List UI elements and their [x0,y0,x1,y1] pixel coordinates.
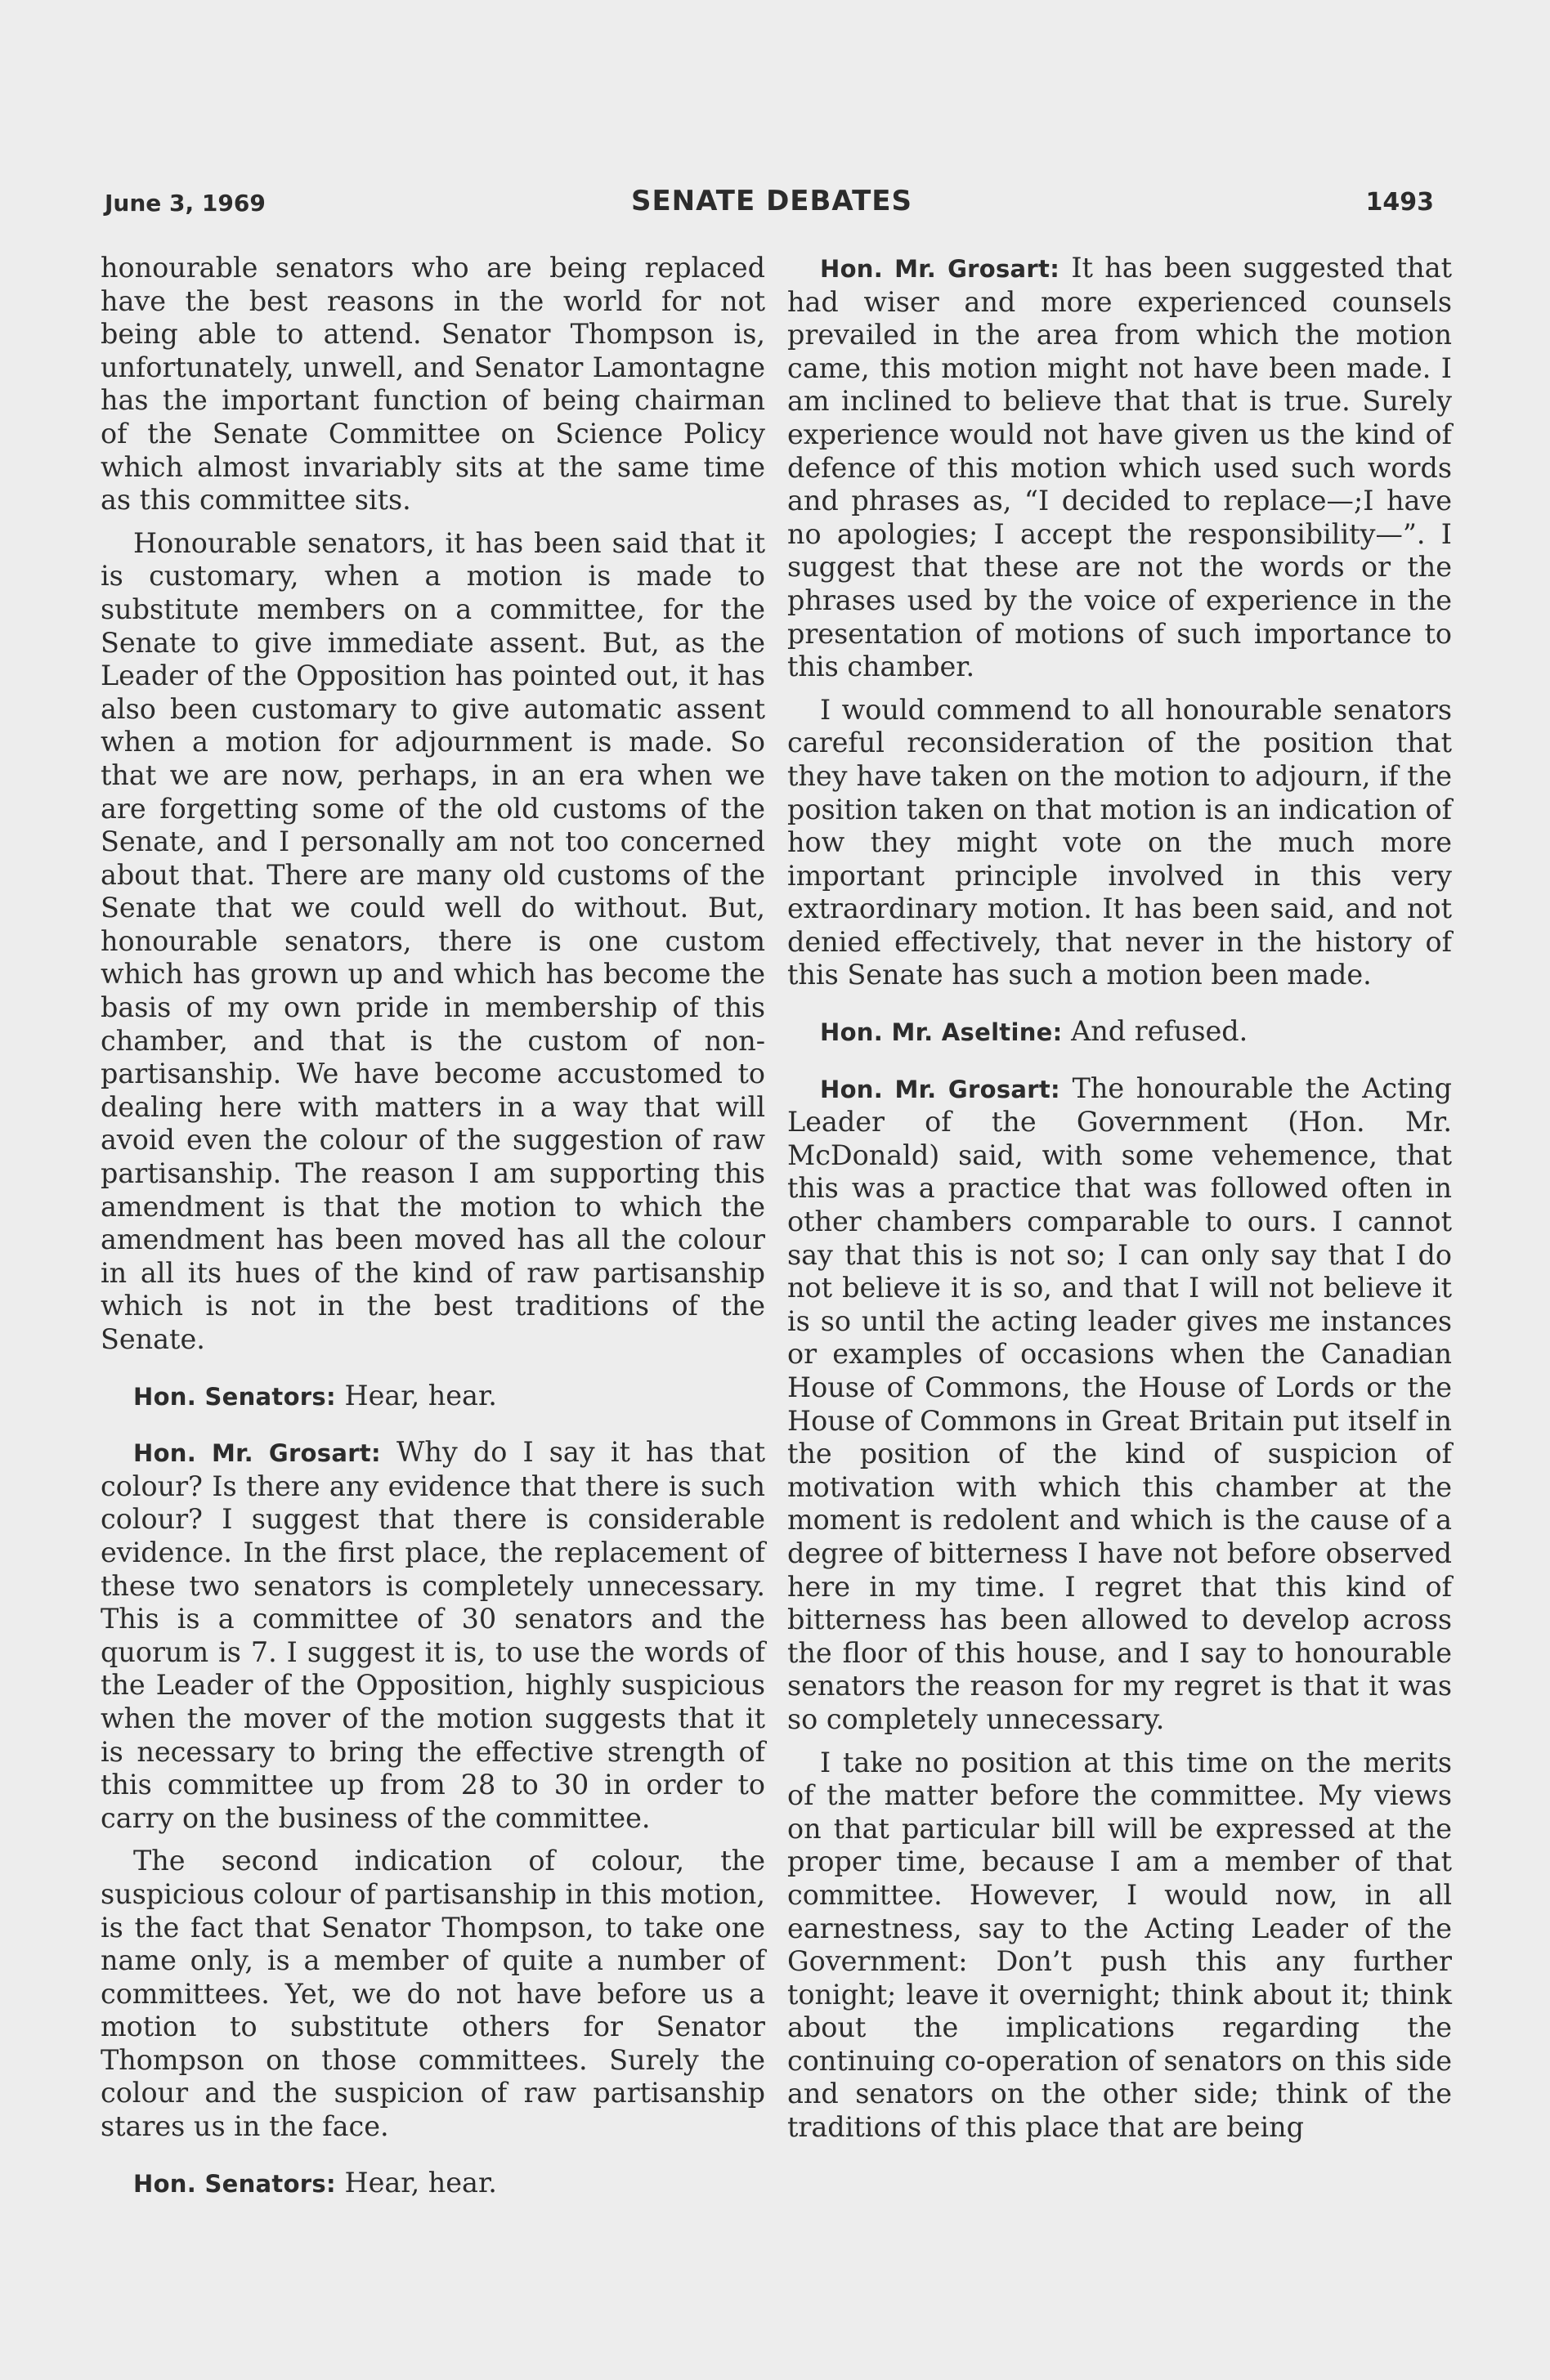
speech-text: It has been suggested that had wiser and more experienced counsels prevailed in the area from which the motion came, this motion might not have been made. I am inclined to believe that that is true. Surely experience would not have given us the kind of defence of this motion which used such words and phrases as, “I decided to replace—;I have no apologies; I accept the responsibility—”. I suggest that these are not the words or the phrases used by the voice of experience in the presentation of motions of such importance to this chamber. [787,252,1452,683]
right-paragraph-5: I take no position at this time on the merits of the matter before the committee. My views on that particular bill will be expressed at the proper time, because I am a member of that committee. However, I would now, in all earnestness, say to the Acting Leader of the Government: Don’t push this any further tonight; leave it overnight; think about it; think about the implications regarding the continuing co-operation of senators on this side and senators on the other side; think of the traditions of this place that are being [787,1746,1452,2144]
speaker-label: Hon. Senators: [133,2169,336,2198]
running-head [98,185,1445,226]
right-speech-grosart-2 [787,1072,1452,1737]
header-page-number: 1493 [1365,188,1434,217]
left-speech-hear-hear-2 [101,2167,765,2201]
speaker-label: Hon. Mr. Grosart: [820,255,1060,283]
speech-text: Why do I say it has that colour? Is there any evidence that there is such colour? I suggest that there is considerable evidence. In the first place, the replacement of these two senators is completely unnecessary. This is a committee of 30 senators and the quorum is 7. I suggest it is, to use the words of the Leader of the Opposition, highly suspicious when the mover of the motion suggests that it is necessary to bring the effective strength of this committee up from 28 to 30 in order to carry on the business of the committee. [101,1436,765,1834]
left-speech-grosart [101,1436,765,1835]
speaker-label: Hon. Mr. Grosart: [133,1439,381,1468]
speaker-label: Hon. Senators: [133,1382,336,1411]
left-column [101,252,765,2200]
right-column [787,252,1452,2145]
header-date: June 3, 1969 [105,190,266,217]
right-speech-grosart-1 [787,252,1452,684]
left-paragraph-1: honourable senators who are being replaced have the best reasons in the world for not being able to attend. Senator Thompson is, unfortunately, unwell, and Senator Lamontagne has the important function of being chairman of the Senate Committee on Science Policy which almost invariably sits at the same time as this committee sits. [101,252,765,517]
speech-text: Hear, hear. [335,1379,497,1411]
left-speech-hear-hear-1 [101,1380,765,1414]
left-paragraph-5: The second indication of colour, the suspicious colour of partisanship in this motion, is the fact that Senator Thompson, to take one name only, is a member of quite a number of committees. Yet, we do not have before us a motion to substitute others for Senator Thompson on those committees. Surely the colour and the suspicion of raw partisanship stares us in the face. [101,1845,765,2143]
header-title: SENATE DEBATES [630,185,913,217]
speech-text: The honourable the Acting Leader of the Government (Hon. Mr. McDonald) said, with some vehemence, that this was a practice that was followed often in other chambers comparable to ours. I cannot say that this is not so; I can only say that I do not believe it is so, and that I will not believe it is so until the acting leader gives me instances or examples of occasions when the Canadian House of Commons, the House of Lords or the House of Commons in Great Britain put itself in the position of the kind of suspicion of motivation with which this chamber at the moment is redolent and which is the cause of a degree of bitterness I have not before observed here in my time. I regret that this kind of bitterness has been allowed to develop across the floor of this house, and I say to honourable senators the reason for my regret is that it was so completely unnecessary. [787,1071,1453,1735]
right-paragraph-2: I would commend to all honourable senators careful reconsideration of the position that they have taken on the motion to adjourn, if the position taken on that motion is an indication of how they might vote on the much more important principle involved in this very extraordinary motion. It has been said, and not denied effectively, that never in the history of this Senate has such a motion been made. [787,693,1452,991]
speech-text: Hear, hear. [335,2166,497,2199]
speech-text: And refused. [1062,1015,1248,1048]
left-paragraph-2: Honourable senators, it has been said that it is customary, when a motion is made to substitute members on a committee, for the Senate to give immediate assent. But, as the Leader of the Opposition has pointed out, it has also been customary to give automatic assent when a motion for adjournment is made. So that we are now, perhaps, in an era when we are forgetting some of the old customs of the Senate, and I personally am not too concerned about that. There are many old customs of the Senate that we could well do without. But, honourable senators, there is one custom which has grown up and which has become the basis of my own pride in membership of this chamber, and that is the custom of non-partisanship. We have become accustomed to dealing here with matters in a way that will avoid even the colour of the suggestion of raw partisanship. The reason I am supporting this amendment is that the motion to which the amendment has been moved has all the colour in all its hues of the kind of raw partisanship which is not in the best traditions of the Senate. [101,526,765,1355]
speaker-label: Hon. Mr. Grosart: [820,1075,1060,1103]
right-speech-aseltine [787,1015,1452,1049]
speaker-label: Hon. Mr. Aseltine: [820,1018,1063,1047]
